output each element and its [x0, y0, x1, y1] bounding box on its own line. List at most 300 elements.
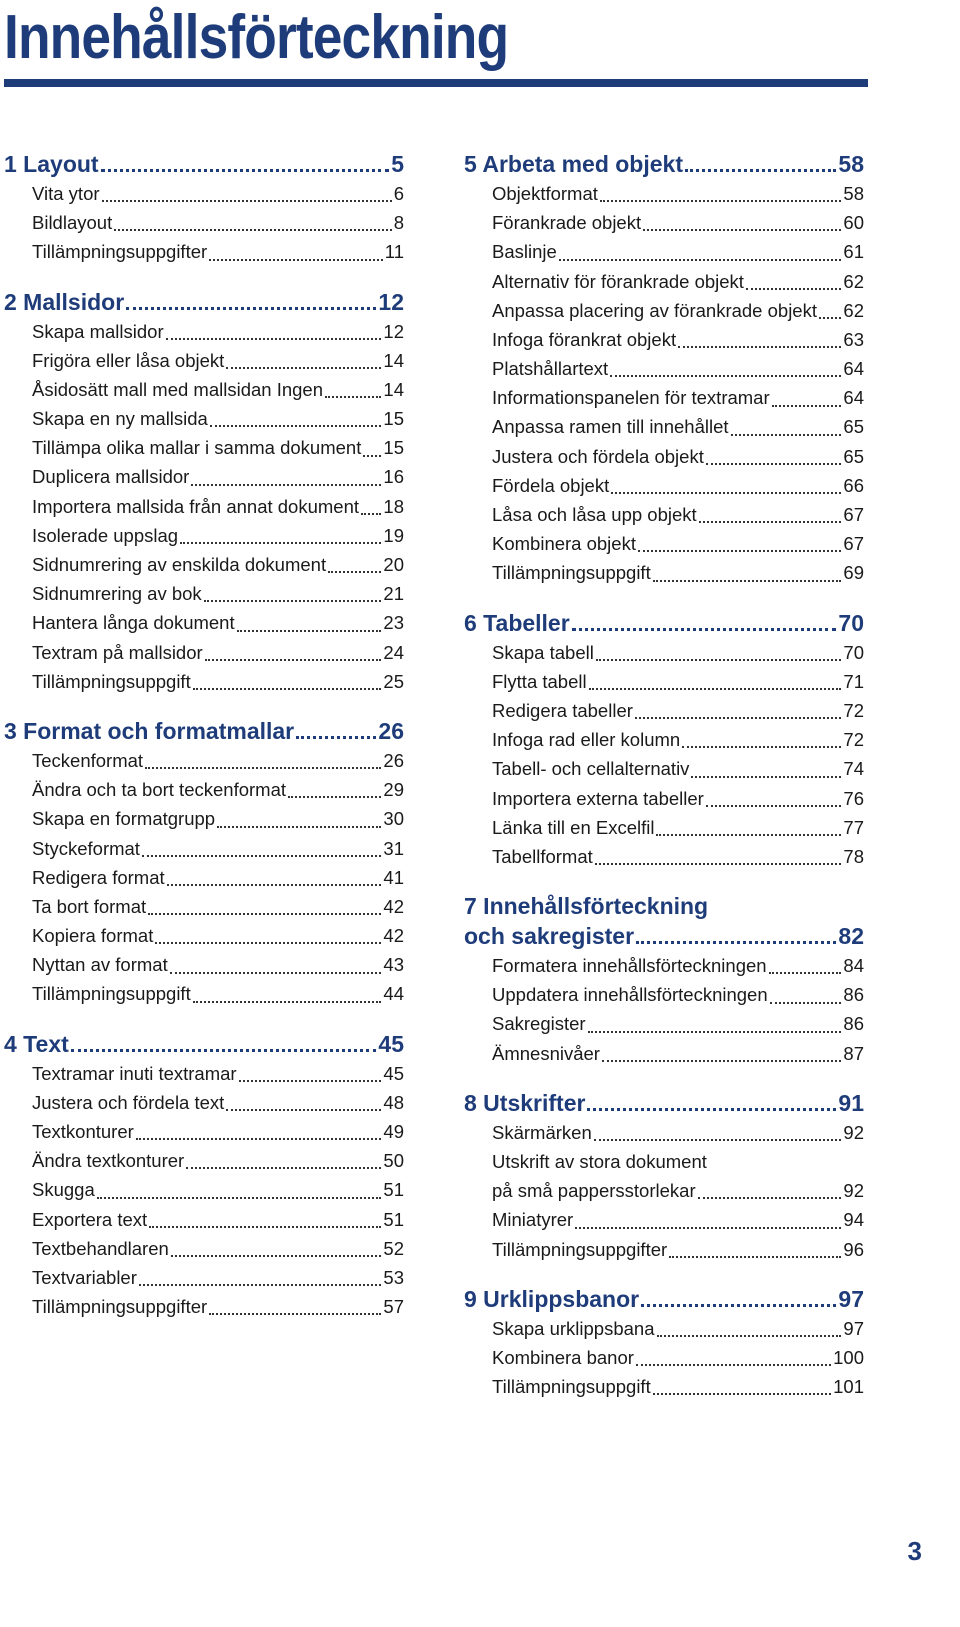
toc-entry[interactable] [4, 608, 404, 637]
leader-dots [699, 521, 842, 523]
leader-dots [205, 659, 382, 661]
toc-entry[interactable] [4, 317, 404, 346]
leader-dots [600, 200, 842, 202]
leader-dots [746, 288, 841, 290]
leader-dots [678, 346, 841, 348]
entry-title: Tillämpningsuppgift [492, 1376, 651, 1398]
leader-dots [657, 1335, 842, 1337]
toc-entry[interactable] [4, 1146, 404, 1175]
toc-entry[interactable] [464, 383, 864, 412]
toc-entry[interactable] [4, 1117, 404, 1146]
toc-entry[interactable] [464, 1205, 864, 1234]
entry-title: Kombinera banor [492, 1346, 634, 1368]
entry-title: Redigera tabeller [492, 699, 633, 721]
leader-dots [575, 1227, 841, 1229]
chapter-heading[interactable] [4, 1029, 404, 1059]
leader-dots [698, 1197, 842, 1199]
toc-entry[interactable] [4, 208, 404, 237]
entry-page: 92 [843, 1121, 864, 1143]
entry-page: 72 [843, 729, 864, 751]
toc-entry[interactable] [464, 267, 864, 296]
leader-dots [770, 1002, 842, 1004]
leader-dots [171, 1255, 382, 1257]
toc-entry[interactable] [4, 834, 404, 863]
toc-entry[interactable] [464, 813, 864, 842]
toc-entry[interactable] [464, 354, 864, 383]
toc-entry[interactable] [4, 638, 404, 667]
leader-dots [145, 767, 381, 769]
toc-entry[interactable] [4, 492, 404, 521]
leader-dots [71, 1049, 377, 1052]
entry-page: 70 [843, 641, 864, 663]
leader-dots [226, 367, 381, 369]
toc-entry[interactable] [4, 237, 404, 266]
leader-dots [594, 1139, 842, 1141]
toc-entry[interactable] [4, 775, 404, 804]
entry-page: 8 [393, 212, 404, 234]
toc-entry[interactable] [464, 1010, 864, 1039]
leader-dots [769, 972, 842, 974]
leader-dots [643, 229, 841, 231]
leader-dots [136, 1138, 382, 1140]
entry-title: Textkonturer [32, 1121, 134, 1143]
toc-entry[interactable] [464, 784, 864, 813]
toc-entry[interactable] [464, 696, 864, 725]
entry-page: 77 [843, 816, 864, 838]
entry-page: 6 [393, 182, 404, 204]
leader-dots [706, 805, 842, 807]
entry-page: 42 [383, 895, 404, 917]
chapter-heading[interactable] [464, 149, 864, 179]
leader-dots [193, 1001, 382, 1003]
entry-page: 96 [843, 1238, 864, 1260]
entry-page: 25 [383, 670, 404, 692]
entry-title: Textbehandlaren [32, 1237, 169, 1259]
title-rule [4, 79, 868, 87]
leader-dots [636, 941, 836, 944]
chapter-heading[interactable] [4, 287, 404, 317]
entry-title: Teckenformat [32, 749, 144, 771]
leader-dots [572, 628, 837, 631]
toc-entry[interactable] [4, 1234, 404, 1263]
leader-dots [595, 863, 842, 865]
entry-title: Objektformat [492, 182, 598, 204]
entry-title: Tillämpningsuppgifter [32, 1296, 208, 1318]
toc-entry[interactable] [464, 325, 864, 354]
entry-page: 14 [383, 378, 404, 400]
leader-dots [611, 492, 841, 494]
leader-dots [139, 1284, 382, 1286]
leader-dots [101, 169, 390, 172]
entry-title: Kopiera format [32, 925, 154, 947]
entry-page: 49 [383, 1121, 404, 1143]
entry-title: Textramar inuti textramar [32, 1062, 237, 1084]
chapter-heading[interactable] [464, 608, 864, 638]
entry-page: 44 [383, 983, 404, 1005]
entry-page: 92 [843, 1180, 864, 1202]
toc-entry[interactable] [464, 842, 864, 871]
toc-entry[interactable] [464, 980, 864, 1009]
entry-title: Isolerade uppslag [32, 524, 179, 546]
leader-dots [641, 1304, 836, 1307]
entry-page: 12 [383, 320, 404, 342]
entry-title: Importera mallsida från annat dokument [32, 495, 360, 517]
toc-entry[interactable] [464, 413, 864, 442]
toc-entry[interactable] [4, 863, 404, 892]
entry-page: 71 [843, 670, 864, 692]
entry-page: 29 [383, 779, 404, 801]
entry-page: 84 [843, 955, 864, 977]
leader-dots [148, 913, 381, 915]
entry-title: Formatera innehållsförteckningen [492, 955, 767, 977]
toc-entry[interactable] [4, 804, 404, 833]
toc-entry[interactable] [464, 237, 864, 266]
entry-title: Flytta tabell [492, 670, 587, 692]
entry-page: 65 [843, 445, 864, 467]
toc-entry[interactable] [4, 521, 404, 550]
toc-entry[interactable] [4, 1088, 404, 1117]
leader-dots [610, 375, 841, 377]
entry-page: 94 [843, 1209, 864, 1231]
entry-title: Alternativ för förankrade objekt [492, 270, 744, 292]
entry-page: 86 [843, 984, 864, 1006]
toc-entry[interactable] [464, 1235, 864, 1264]
entry-title: Tillämpningsuppgifter [492, 1238, 668, 1260]
toc-entry[interactable] [464, 442, 864, 471]
leader-dots [772, 405, 842, 407]
toc-entry[interactable] [4, 404, 404, 433]
leader-dots [636, 1364, 831, 1366]
toc-entry[interactable] [464, 725, 864, 754]
chapter-title-line: 7 Innehållsförteckning [464, 893, 709, 920]
toc-chapter [4, 149, 404, 267]
leader-dots [193, 688, 382, 690]
entry-page: 64 [843, 358, 864, 380]
leader-dots [209, 1313, 381, 1315]
toc-entry[interactable] [464, 1176, 864, 1205]
entry-page: 78 [843, 845, 864, 867]
toc-entry[interactable] [4, 179, 404, 208]
leader-dots [166, 338, 382, 340]
toc-entry-line: Utskrift av stora dokument [492, 1151, 707, 1173]
entry-title: Uppdatera innehållsförteckningen [492, 984, 768, 1006]
leader-dots [328, 571, 381, 573]
toc-entry[interactable] [464, 296, 864, 325]
entry-page: 100 [833, 1346, 864, 1368]
entry-page: 62 [843, 270, 864, 292]
toc-entry[interactable] [464, 558, 864, 587]
entry-title: Justera och fördela text [32, 1091, 225, 1113]
entry-title: Skärmärken [492, 1121, 592, 1143]
toc-entry[interactable] [4, 579, 404, 608]
entry-title: Tillämpningsuppgift [492, 562, 651, 584]
chapter-heading[interactable] [464, 1088, 864, 1118]
entry-title: Fördela objekt [492, 474, 610, 496]
toc-entry[interactable] [4, 433, 404, 462]
toc-chapter [464, 1284, 864, 1402]
toc-entry[interactable] [4, 1059, 404, 1088]
entry-title: Redigera format [32, 866, 165, 888]
entry-page: 72 [843, 699, 864, 721]
entry-title: Tillämpningsuppgifter [32, 241, 208, 263]
entry-page: 30 [383, 808, 404, 830]
entry-page: 19 [383, 524, 404, 546]
toc-entry[interactable] [4, 463, 404, 492]
leader-dots [155, 942, 381, 944]
leader-dots [588, 1031, 842, 1033]
entry-title: Vita ytor [32, 182, 100, 204]
toc-entry[interactable] [464, 471, 864, 500]
chapter-title: 4 Text [4, 1030, 69, 1057]
chapter-page: 12 [378, 288, 404, 315]
chapter-page: 82 [838, 923, 864, 950]
entry-title: Platshållartext [492, 358, 609, 380]
entry-page: 24 [383, 641, 404, 663]
leader-dots [180, 542, 381, 544]
entry-page: 16 [383, 466, 404, 488]
leader-dots [167, 884, 382, 886]
entry-page: 101 [833, 1376, 864, 1398]
leader-dots [114, 229, 391, 231]
entry-title: Justera och fördela objekt [492, 445, 704, 467]
entry-page: 57 [383, 1296, 404, 1318]
leader-dots [559, 259, 842, 261]
toc-entry[interactable] [464, 208, 864, 237]
chapter-heading[interactable] [4, 716, 404, 746]
entry-title: Sakregister [492, 1013, 586, 1035]
entry-title: på små pappersstorlekar [492, 1180, 696, 1202]
toc-entry[interactable] [464, 1372, 864, 1401]
leader-dots [691, 776, 841, 778]
entry-title: Textvariabler [32, 1266, 137, 1288]
toc-entry[interactable] [4, 980, 404, 1009]
entry-title: Länka till en Excelfil [492, 816, 655, 838]
entry-title: Informationspanelen för textramar [492, 387, 770, 409]
leader-dots [226, 1109, 381, 1111]
entry-page: 76 [843, 787, 864, 809]
chapter-title: 6 Tabeller [464, 609, 570, 636]
entry-title: Infoga rad eller kolumn [492, 729, 681, 751]
entry-title: Frigöra eller låsa objekt [32, 349, 225, 371]
entry-page: 61 [843, 241, 864, 263]
toc-chapter [4, 1029, 404, 1322]
entry-page: 31 [383, 837, 404, 859]
toc-entry[interactable] [4, 1292, 404, 1321]
leader-dots [656, 834, 841, 836]
toc-entry[interactable] [464, 638, 864, 667]
entry-title: Skapa mallsidor [32, 320, 164, 342]
toc-left-column [4, 149, 404, 1341]
entry-title: Exportera text [32, 1208, 148, 1230]
leader-dots [682, 746, 841, 748]
chapter-heading[interactable] [464, 1284, 864, 1314]
toc-entry[interactable] [4, 667, 404, 696]
entry-page: 60 [843, 212, 864, 234]
leader-dots [170, 972, 382, 974]
toc-entry[interactable] [464, 1314, 864, 1343]
entry-title: Åsidosätt mall med mallsidan Ingen [32, 378, 324, 400]
entry-page: 86 [843, 1013, 864, 1035]
entry-title: Skapa en formatgrupp [32, 808, 216, 830]
toc-entry[interactable] [464, 754, 864, 783]
entry-page: 53 [383, 1266, 404, 1288]
entry-title: Duplicera mallsidor [32, 466, 190, 488]
entry-title: Skapa tabell [492, 641, 594, 663]
toc-chapter [4, 287, 404, 696]
leader-dots [361, 513, 381, 515]
entry-page: 63 [843, 328, 864, 350]
leader-dots [325, 396, 381, 398]
entry-title: Textram på mallsidor [32, 641, 203, 663]
entry-page: 43 [383, 954, 404, 976]
leader-dots [706, 463, 842, 465]
entry-title: Hantera långa dokument [32, 612, 235, 634]
toc-entry[interactable] [4, 550, 404, 579]
entry-page: 69 [843, 562, 864, 584]
chapter-page: 97 [838, 1285, 864, 1312]
entry-title: Ändra och ta bort teckenformat [32, 779, 286, 801]
entry-page: 11 [384, 241, 404, 263]
leader-dots [209, 259, 383, 261]
entry-page: 52 [383, 1237, 404, 1259]
entry-page: 14 [383, 349, 404, 371]
toc-chapter [4, 716, 404, 1009]
entry-page: 41 [383, 866, 404, 888]
leader-dots [97, 1197, 382, 1199]
entry-title: Sidnumrering av enskilda dokument [32, 554, 327, 576]
page-title: Innehållsförteckning [4, 3, 509, 72]
entry-page: 18 [383, 495, 404, 517]
entry-page: 51 [383, 1179, 404, 1201]
chapter-page: 45 [378, 1030, 404, 1057]
chapter-page: 70 [838, 609, 864, 636]
toc-entry[interactable] [464, 529, 864, 558]
leader-dots [819, 317, 841, 319]
leader-dots [653, 580, 842, 582]
entry-title: Styckeformat [32, 837, 140, 859]
chapter-title: 1 Layout [4, 151, 99, 177]
toc-entry[interactable] [464, 1343, 864, 1372]
toc-chapter [464, 891, 864, 1068]
toc-entry[interactable] [464, 1118, 864, 1147]
entry-page: 64 [843, 387, 864, 409]
entry-page: 65 [843, 416, 864, 438]
leader-dots [731, 434, 842, 436]
entry-page: 26 [383, 749, 404, 771]
toc-chapter [464, 608, 864, 872]
chapter-heading[interactable] [464, 921, 864, 951]
leader-dots [126, 307, 376, 310]
chapter-title: 9 Urklippsbanor [464, 1285, 640, 1312]
entry-page: 42 [383, 925, 404, 947]
leader-dots [149, 1226, 381, 1228]
page-number: 3 [907, 1536, 922, 1566]
leader-dots [191, 484, 381, 486]
entry-title: Importera externa tabeller [492, 787, 704, 809]
entry-title: Miniatyrer [492, 1209, 574, 1231]
leader-dots [237, 630, 382, 632]
leader-dots [638, 550, 841, 552]
toc-entry[interactable] [4, 375, 404, 404]
leader-dots [669, 1256, 841, 1258]
toc-chapter [464, 1088, 864, 1264]
chapter-title: och sakregister [464, 923, 635, 950]
chapter-heading[interactable] [4, 149, 404, 179]
toc-entry[interactable] [4, 746, 404, 775]
toc-entry[interactable] [4, 1175, 404, 1204]
entry-page: 67 [843, 533, 864, 555]
entry-page: 58 [843, 182, 864, 204]
entry-page: 62 [843, 299, 864, 321]
toc-entry[interactable] [4, 1205, 404, 1234]
leader-dots [102, 200, 392, 202]
leader-dots [142, 855, 381, 857]
leader-dots [186, 1167, 381, 1169]
entry-title: Ändra textkonturer [32, 1150, 185, 1172]
entry-page: 21 [383, 583, 404, 605]
entry-page: 67 [843, 504, 864, 526]
leader-dots [589, 688, 842, 690]
entry-title: Skapa en ny mallsida [32, 408, 208, 430]
chapter-page: 26 [378, 718, 404, 744]
leader-dots [210, 425, 382, 427]
entry-page: 15 [383, 408, 404, 430]
toc-right-column [464, 149, 864, 1421]
entry-title: Bildlayout [32, 212, 113, 234]
entry-title: Sidnumrering av bok [32, 583, 202, 605]
toc-entry[interactable] [4, 921, 404, 950]
leader-dots [217, 826, 381, 828]
toc-entry[interactable] [464, 1039, 864, 1068]
entry-title: Ämnesnivåer [492, 1042, 600, 1064]
toc-entry[interactable] [464, 951, 864, 980]
leader-dots [587, 1108, 836, 1111]
entry-title: Kombinera objekt [492, 533, 636, 555]
toc-entry[interactable] [464, 667, 864, 696]
entry-title: Tillämpa olika mallar i samma dokument [32, 437, 362, 459]
entry-page: 48 [383, 1091, 404, 1113]
toc-entry[interactable] [464, 179, 864, 208]
chapter-page: 58 [838, 151, 864, 177]
toc-entry[interactable] [4, 346, 404, 375]
leader-dots [635, 717, 842, 719]
entry-title: Skugga [32, 1179, 95, 1201]
entry-title: Anpassa ramen till innehållet [492, 416, 729, 438]
leader-dots [239, 1080, 382, 1082]
entry-page: 45 [383, 1062, 404, 1084]
entry-page: 51 [383, 1208, 404, 1230]
entry-page: 66 [843, 474, 864, 496]
entry-page: 74 [843, 758, 864, 780]
chapter-title: 8 Utskrifter [464, 1089, 586, 1116]
entry-title: Förankrade objekt [492, 212, 642, 234]
entry-page: 87 [843, 1042, 864, 1064]
toc-entry[interactable] [4, 892, 404, 921]
entry-page: 50 [383, 1150, 404, 1172]
toc-chapter [464, 149, 864, 588]
chapter-page: 91 [838, 1089, 864, 1116]
entry-title: Baslinje [492, 241, 557, 263]
leader-dots [602, 1060, 841, 1062]
chapter-title: 2 Mallsidor [4, 288, 125, 315]
entry-page: 20 [383, 554, 404, 576]
leader-dots [685, 169, 836, 172]
leader-dots [653, 1393, 831, 1395]
toc-entry[interactable] [4, 1263, 404, 1292]
toc-entry[interactable] [464, 500, 864, 529]
leader-dots [288, 796, 381, 798]
toc-entry[interactable] [4, 950, 404, 979]
